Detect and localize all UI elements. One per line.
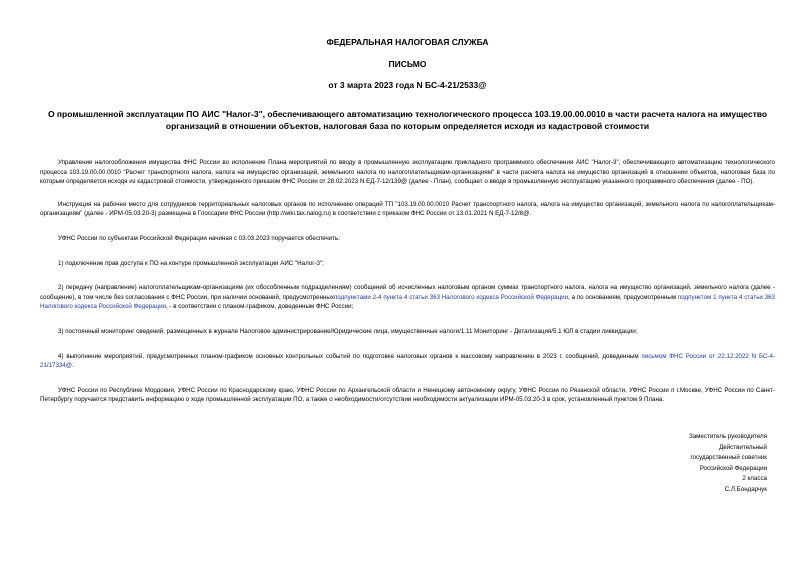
signature-rank-1: Действительный — [719, 443, 767, 451]
item-2-text-c: , - в соответствии с планом-графиком, доведенным ФНС России; — [165, 303, 354, 311]
paragraph-item-1: 1) подключение прав доступа к ПО на контуре промышленной эксплуатации АИС "Налог-3"; — [58, 259, 324, 267]
document-body — [40, 158, 775, 405]
signatory-name: С.Л.Бондарчук — [724, 485, 767, 493]
tax-code-link-subpara-1[interactable]: подпунктом 1 пункта 4 статьи 363 Налогового кодекса Российской Федерации — [40, 293, 776, 311]
agency-heading: ФЕДЕРАЛЬНАЯ НАЛОГОВАЯ СЛУЖБА — [326, 37, 489, 47]
paragraph-assignment: УФНС России по субъектам Российской Федерации начиная с 03.03.2023 поручается обеспечить: — [58, 234, 340, 242]
signature-rank-2: государственный советник — [690, 454, 767, 461]
paragraph-instruction: Инструкция на рабочее место для сотрудников территориальных налоговых органов по исполнению операций ТП "103.19.00.00.0010 Расчет транспортного налога, налога на имущество организаций, земельного налога по налогоплательщикам-организациям" (далее - ИРМ-05.03.20-3) размещена в Глоссарии ФНС России (http://wiki.tax.nalog.ru) в соответствии с приказом ФНС России от 13.01.2021 N ЕД-7-12/8@. — [40, 200, 775, 218]
paragraph-item-2 — [40, 283, 775, 312]
item-2-text-a: 2) передачу (направление) налогоплательщикам-организациям (их обособленным подразделениям) сообщений об исчисленных налоговым органом суммах транспортного налога, налога на имущество организаций, земельного налога (далее - сообщение), в том числе без согласования с ФНС России, при наличии оснований, предусмотренных — [40, 284, 775, 301]
fns-letter-link[interactable]: письмом ФНС России от 22.12.2022 N БС-4-21/17334@ — [40, 352, 775, 370]
item-4-text-a: 4) выполнение мероприятий, предусмотренных планом-графиком основных контрольных событий по подготовке налоговых органов к массовому направлению в 2023 г. сообщений, доведенным — [58, 352, 639, 360]
document-type-heading: ПИСЬМО — [388, 59, 427, 69]
paragraph-regional-offices: УФНС России по Республике Мордовия, УФНС России по Краснодарскому краю, УФНС России по Архангельской области и Ненецкому автономному округу, УФНС России по Рязанской области, УФНС России п г.Москве, УФНС России по Санкт-Петербургу поручается представить информацию о ходе промышленной эксплуатации ПО, а также о необходимости/отсутствии необходимости актуализации ИРМ-05.03.20-3 в срок, установленный пунктом 9 Плана. — [40, 386, 775, 404]
paragraph-item-3: 3) постоянный мониторинг сведений, размещенных в журнале Налоговое администрирование/Юридические лица, имущественные налоги/1.11 Мониторинг - Детализация/5.1 ЮЛ в стадии ликвидации; — [58, 327, 638, 335]
signature-title: Заместитель руководителя — [688, 433, 767, 440]
document-subject: О промышленной эксплуатации ПО АИС "Налог-3", обеспечивающего автоматизацию технологического процесса 103.19.00.00.0010 в части расчета налога на имущество организаций в отношении объектов, налоговая база по которым определяется исходя из кадастровой стоимости — [47, 109, 768, 131]
document-date-number: от 3 марта 2023 года N БС-4-21/2533@ — [328, 80, 487, 90]
paragraph-item-4 — [40, 352, 775, 371]
signature-block — [637, 432, 767, 495]
signature-rank-3: Российской Федерации — [699, 464, 767, 472]
item-4-text-b: . — [72, 362, 74, 370]
paragraph-intro: Управление налогообложения имущества ФНС России во исполнение Плана мероприятий по вводу в промышленную эксплуатацию прикладного программного обеспечения АИС "Налог-3", обеспечивающего автоматизацию технологического процесса 103.19.00.00.0010 "Расчет транспортного налога, налога на имущество организаций, земельного налога по налогоплательщикам-организациям" в части расчета налога на имущество организаций в отношении объектов, налоговая база по которым определяется исходя из кадастровой стоимости, утвержденного приказом ФНС России от 28.02.2023 N ЕД-7-12/139@ (далее - План), сообщает о вводе в промышленную эксплуатацию указанного программного обеспечения (далее - ПО). — [40, 159, 775, 186]
tax-code-link-subparas-2-4[interactable]: подпунктами 2-4 пункта 4 статьи 363 Налогового кодекса Российской Федерации — [333, 293, 569, 301]
item-2-text-b: , а по основаниям, предусмотренным — [568, 293, 677, 301]
signature-rank-4: 2 класса — [742, 475, 767, 482]
